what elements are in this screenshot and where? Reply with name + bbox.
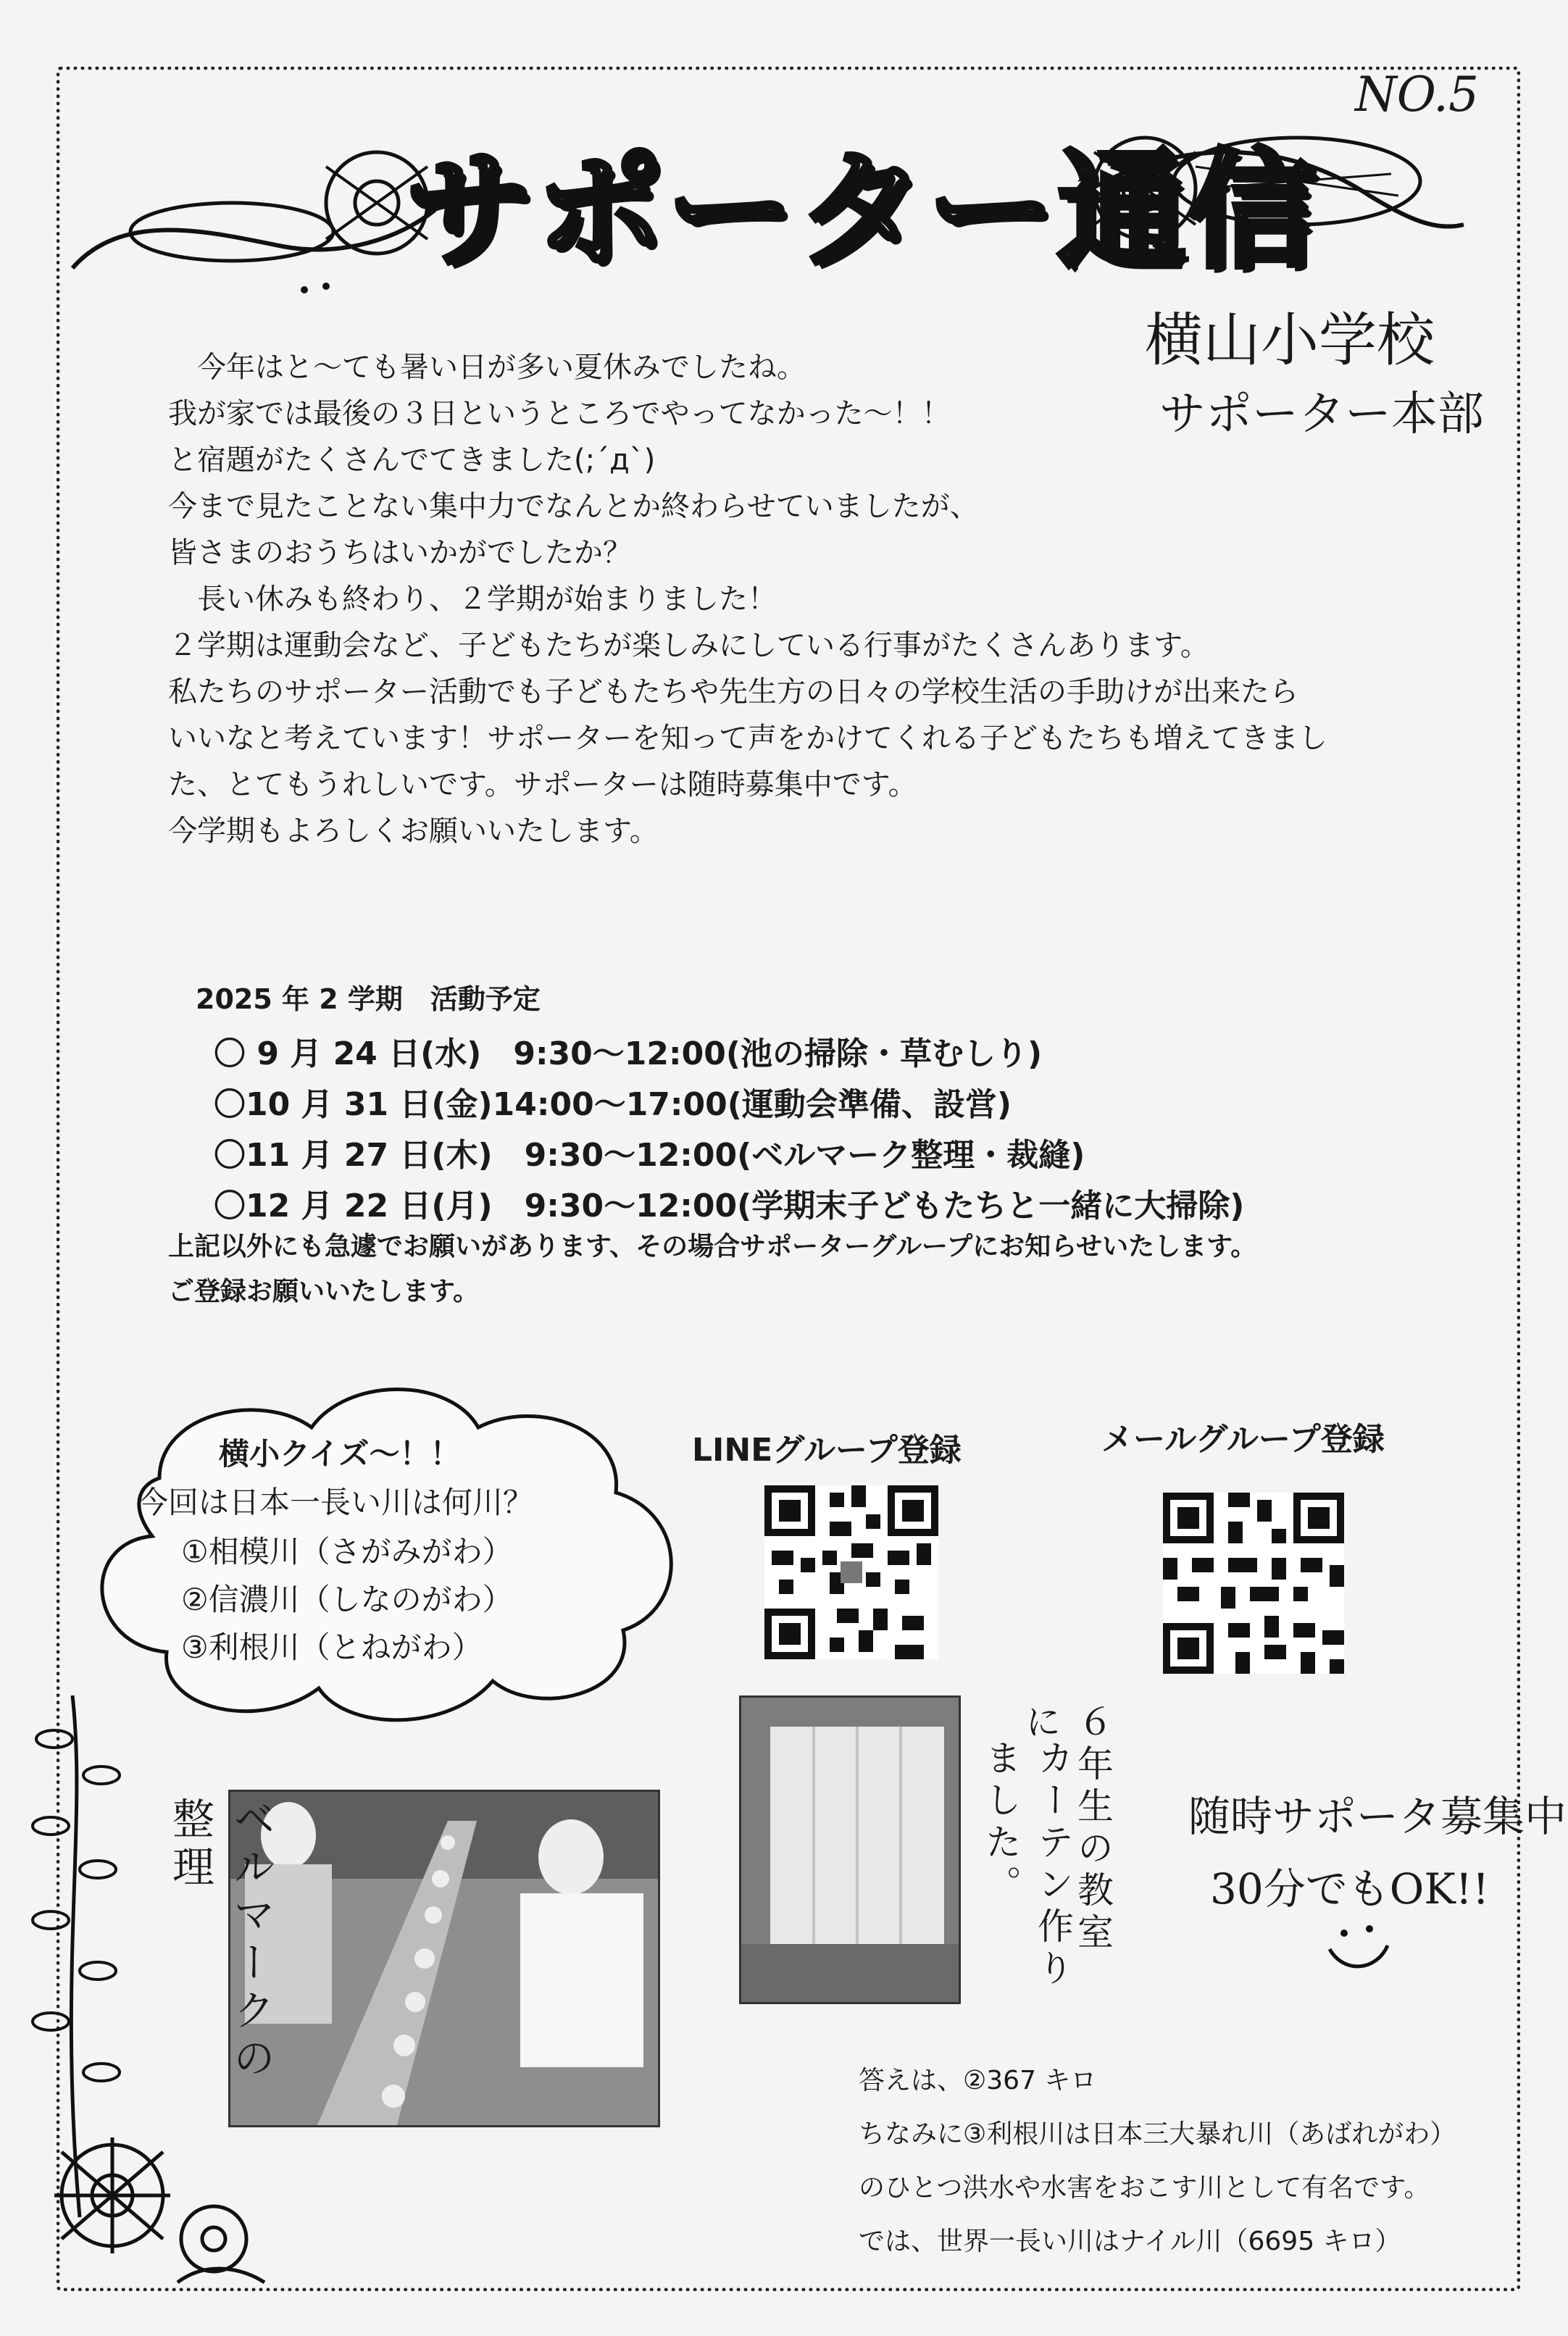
answer-line: では、世界一長い川はナイル川（6695 キロ） <box>859 2227 1401 2256</box>
schedule-item: 〇11 月 27 日(木) 9:30～12:00(ベルマーク整理・裁縫) <box>214 1137 1085 1174</box>
intro-line: と宿題がたくさんでてきました(;´д`) <box>168 443 656 477</box>
intro-line: 皆さまのおうちはいかがでしたか？ <box>168 536 632 570</box>
schedule-list <box>214 1029 1244 1232</box>
bellmark-photo-scene <box>230 1792 658 2125</box>
schedule-note-line: ご登録お願いいたします。 <box>168 1277 480 1306</box>
quiz-panel <box>138 1431 533 1672</box>
flower-ornament-corner <box>33 2116 272 2290</box>
intro-message <box>168 344 1327 854</box>
bellmark-sorting-photo <box>228 1790 660 2127</box>
intro-line: ２学期は運動会など、子どもたちが楽しみにしている行事がたくさんあります。 <box>168 629 1209 662</box>
intro-line: た、とてもうれしいです。サポーターは随時募集中です。 <box>168 768 917 801</box>
schedule-item: 〇10 月 31 日(金)14:00～17:00(運動会準備、設営) <box>214 1086 1012 1123</box>
line-group-label: LINEグループ登録 <box>692 1432 962 1469</box>
intro-line: いいなと考えています！サポーターを知って声をかけてくれる子どもたちも増えてきまし <box>168 722 1327 755</box>
answer-line: ちなみに③利根川は日本三大暴れ川（あばれがわ） <box>859 2119 1456 2149</box>
schedule-note <box>168 1225 1256 1314</box>
intro-line: 長い休みも終わり、２学期が始まりました！ <box>168 583 777 616</box>
newsletter-title: サポーター通信 <box>406 137 1319 285</box>
quiz-option: ②信濃川（しなのがわ） <box>181 1582 513 1617</box>
schedule-item: 〇12 月 22 日(月) 9:30～12:00(学期末子どもたちと一緒に大掃除) <box>214 1188 1245 1225</box>
department-name: サポーター本部 <box>1159 388 1484 441</box>
recruit-line1: 随時サポータ募集中 <box>1188 1792 1567 1841</box>
floral-ornament-left <box>65 123 442 297</box>
intro-line: 今年はと～ても暑い日が多い夏休みでしたね。 <box>168 351 806 384</box>
recruit-line2: 30分でもOK!! <box>1210 1864 1490 1914</box>
intro-line: 我が家では最後の３日というところでやってなかった～！！ <box>168 397 951 430</box>
answer-line: のひとつ洪水や水害をおこす川として有名です。 <box>859 2173 1430 2203</box>
quiz-question: 今回は日本一長い川は何川？ <box>138 1485 534 1520</box>
intro-line: 今まで見たことない集中力でなんとか終わらせていましたが、 <box>168 490 979 523</box>
quiz-option: ①相模川（さがみがわ） <box>181 1534 513 1569</box>
curtain-caption-col1: ６年生の教室に <box>1019 1703 1114 1955</box>
quiz-title: 横小クイズ～！！ <box>219 1436 461 1472</box>
curtain-photo-scene <box>741 1698 959 2002</box>
answer-line: 答えは、②367 キロ <box>859 2066 1097 2095</box>
quiz-answer <box>859 2054 1456 2269</box>
issue-number: NO.5 <box>1355 67 1479 122</box>
bellmark-caption: ベルマークの整理 <box>165 1797 275 2084</box>
intro-line: 今学期もよろしくお願いいたします。 <box>168 814 659 848</box>
intro-line: 私たちのサポーター活動でも子どもたちや先生方の日々の学校生活の手助けが出来たら <box>168 675 1298 709</box>
mail-group-label: メールグループ登録 <box>1101 1421 1385 1458</box>
mail-qr-code[interactable] <box>1163 1493 1344 1674</box>
smiley-face-icon <box>1319 1913 1398 1978</box>
schedule-note-line: 上記以外にも急遽でお願いがあります、その場合サポーターグループにお知らせいたします。 <box>168 1232 1257 1261</box>
school-name: 横山小学校 <box>1145 306 1435 374</box>
quiz-option: ③利根川（とねがわ） <box>181 1630 483 1665</box>
line-qr-code[interactable] <box>764 1485 938 1659</box>
curtain-classroom-photo <box>739 1695 961 2004</box>
curtain-caption-col2: カーテン作りました。 <box>980 1739 1074 1991</box>
schedule-item: 〇 9 月 24 日(水) 9:30～12:00(池の掃除・草むしり) <box>214 1035 1043 1072</box>
schedule-title: 2025 年 2 学期 活動予定 <box>196 983 541 1015</box>
